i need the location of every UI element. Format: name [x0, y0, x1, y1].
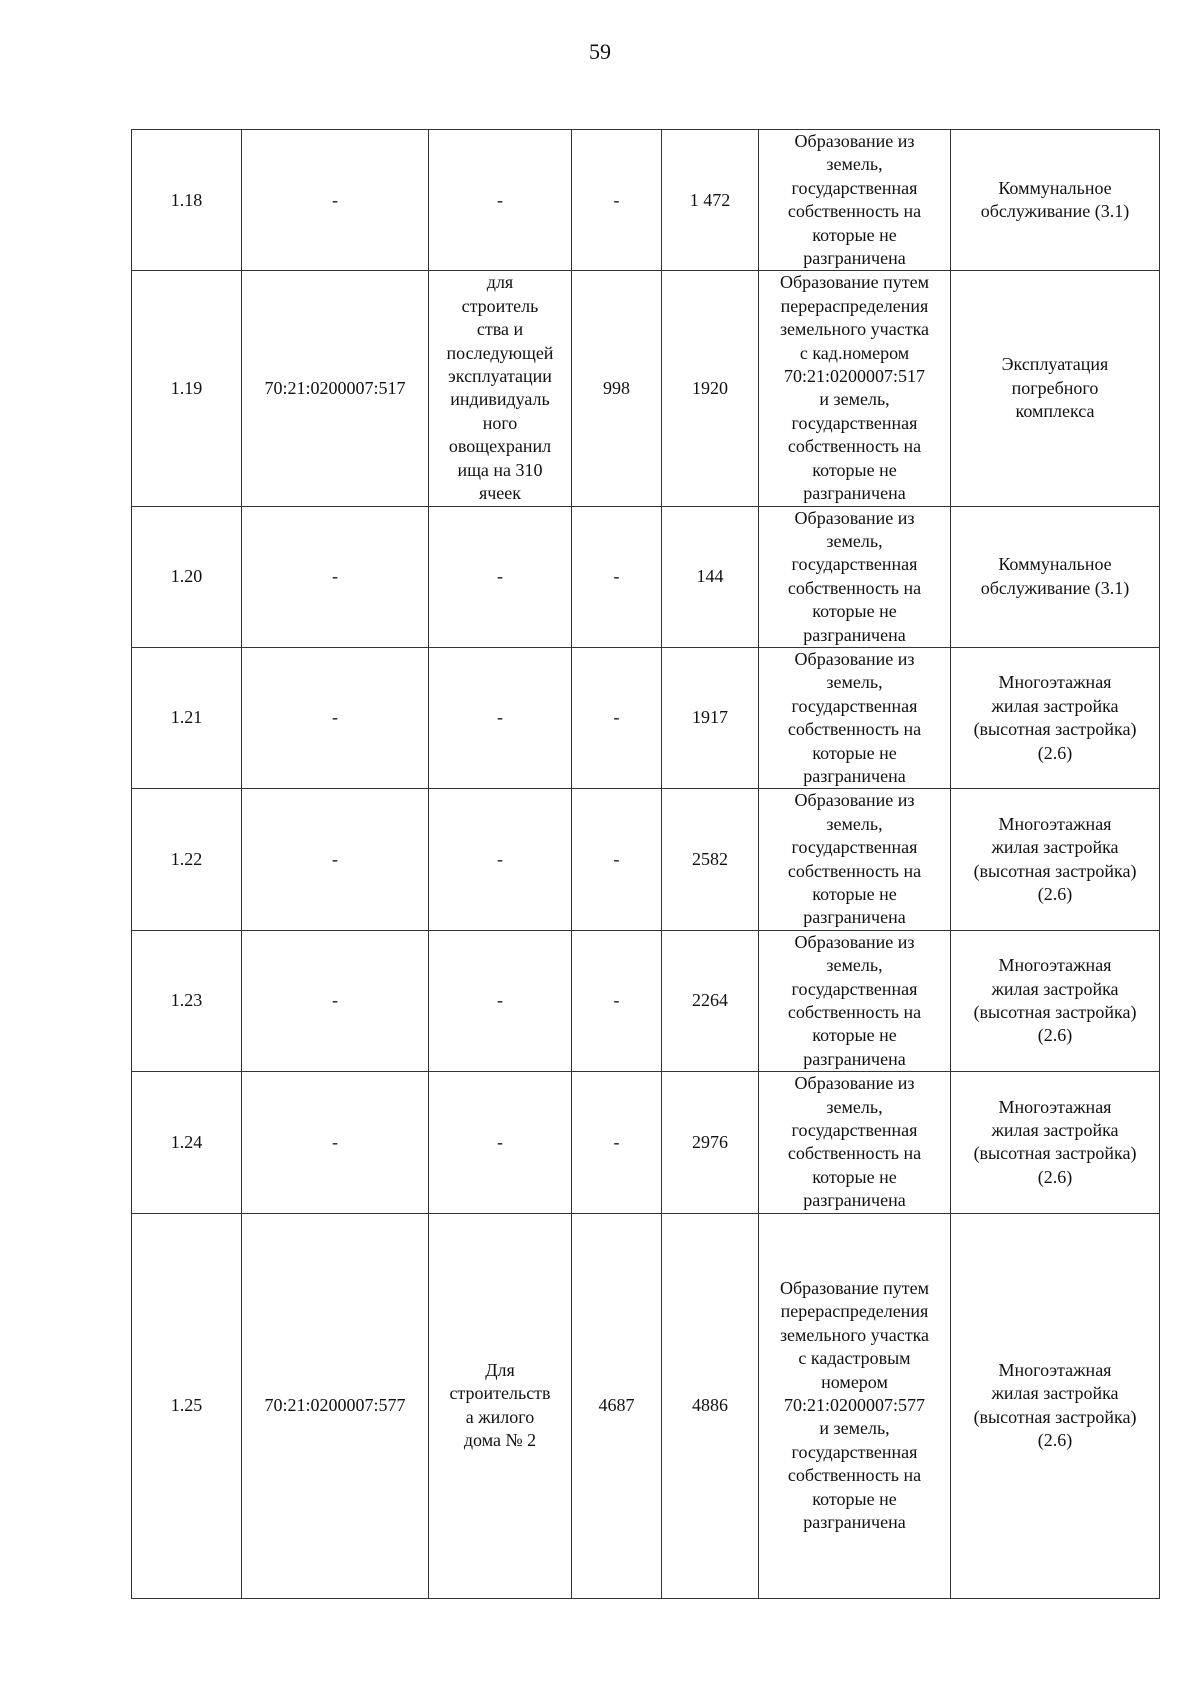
- text-line: Многоэтажная: [998, 813, 1112, 834]
- text-line: государственная: [791, 554, 918, 575]
- cell-number: 1.19: [132, 271, 242, 506]
- text-line: государственная: [791, 978, 918, 999]
- cell-formation-method: [759, 271, 951, 506]
- text-line: для: [486, 272, 514, 293]
- cell-formation-method: [759, 647, 951, 788]
- page-number: 59: [589, 39, 611, 64]
- text-line: которые не: [812, 884, 897, 904]
- text-line: (высотная застройка): [973, 1002, 1137, 1023]
- text-line: Образование путем: [779, 272, 930, 293]
- table-row: [132, 506, 1160, 647]
- cell-area-existing: -: [572, 130, 662, 271]
- table-row: [132, 130, 1160, 271]
- text-line: дома № 2: [463, 1430, 537, 1451]
- text-line: (высотная застройка): [973, 860, 1137, 881]
- cell-use-type: [951, 930, 1160, 1071]
- text-line: которые не: [812, 1488, 897, 1509]
- text-line: земель,: [826, 672, 883, 693]
- text-line: собственность на: [787, 1143, 922, 1164]
- cell-number: 1.20: [132, 506, 242, 647]
- cell-area-new: 4886: [662, 1213, 759, 1598]
- land-plots-table: [131, 129, 1160, 1599]
- text-line: разграничена: [803, 765, 906, 786]
- text-line: Многоэтажная: [998, 672, 1112, 693]
- cell-use-type: [951, 1213, 1160, 1598]
- text-line: (высотная застройка): [973, 1406, 1137, 1427]
- cell-cadastral-number: -: [242, 130, 429, 271]
- text-line: (высотная застройка): [973, 1143, 1137, 1164]
- text-line: жилая застройка: [991, 1120, 1119, 1141]
- text-line: Образование из: [794, 790, 915, 811]
- cell-cadastral-number: -: [242, 1072, 429, 1213]
- cell-number: 1.25: [132, 1213, 242, 1598]
- text-line: земель,: [826, 813, 883, 834]
- cell-use-type: [951, 647, 1160, 788]
- text-line: и земель,: [819, 1418, 890, 1439]
- text-line: (2.6): [1037, 1025, 1073, 1046]
- text-line: земель,: [826, 955, 883, 976]
- cell-area-existing: -: [572, 930, 662, 1071]
- text-line: ячеек: [478, 483, 522, 504]
- text-line: земель,: [826, 154, 883, 175]
- text-line: собственность на: [787, 201, 922, 222]
- cell-number: 1.24: [132, 1072, 242, 1213]
- text-line: земельного участка: [779, 1324, 930, 1345]
- text-line: собственность на: [787, 719, 922, 740]
- text-line: строитель: [461, 295, 539, 316]
- text-line: овощехранил: [448, 436, 552, 457]
- text-line: государственная: [791, 1441, 918, 1462]
- cell-number: 1.23: [132, 930, 242, 1071]
- cell-use-type: [951, 789, 1160, 930]
- table-row: [132, 1072, 1160, 1213]
- text-line: (2.6): [1037, 742, 1073, 763]
- cell-area-existing: -: [572, 789, 662, 930]
- cell-use-type: [951, 271, 1160, 506]
- text-line: эксплуатации: [448, 366, 552, 387]
- text-line: (высотная застройка): [973, 719, 1137, 740]
- table-row: [132, 647, 1160, 788]
- cell-permitted-use: [429, 789, 572, 930]
- text-line: -: [497, 189, 503, 210]
- text-line: государственная: [791, 177, 918, 198]
- text-line: собственность на: [787, 1465, 922, 1486]
- text-line: Образование путем: [779, 1277, 930, 1298]
- text-line: ища на 310: [457, 459, 543, 480]
- text-line: жилая застройка: [991, 978, 1119, 999]
- text-line: строительств: [449, 1383, 551, 1404]
- text-line: земель,: [826, 530, 883, 551]
- text-line: комплекса: [1015, 401, 1095, 422]
- text-line: Образование из: [794, 131, 915, 151]
- text-line: Образование из: [794, 1073, 915, 1094]
- text-line: которые не: [812, 1025, 897, 1046]
- text-line: и земель,: [819, 389, 890, 410]
- text-line: индивидуаль: [450, 389, 550, 410]
- text-line: разграничена: [803, 624, 906, 645]
- text-line: разграничена: [803, 1190, 906, 1211]
- cell-area-existing: 4687: [572, 1213, 662, 1598]
- text-line: земельного участка: [779, 319, 930, 340]
- text-line: государственная: [791, 1120, 918, 1141]
- text-line: Многоэтажная: [998, 1096, 1112, 1117]
- cell-area-new: 2264: [662, 930, 759, 1071]
- cell-formation-method: [759, 506, 951, 647]
- cell-permitted-use: [429, 506, 572, 647]
- text-line: Многоэтажная: [998, 955, 1112, 976]
- text-line: собственность на: [787, 860, 922, 881]
- text-line: 70:21:0200007:577: [783, 1394, 925, 1415]
- text-line: жилая застройка: [991, 1383, 1119, 1404]
- cell-area-existing: -: [572, 506, 662, 647]
- text-line: обслуживание (3.1): [980, 577, 1130, 598]
- text-line: а жилого: [465, 1406, 535, 1427]
- cell-cadastral-number: 70:21:0200007:577: [242, 1213, 429, 1598]
- cell-cadastral-number: -: [242, 647, 429, 788]
- cell-permitted-use: [429, 130, 572, 271]
- text-line: с кадастровым: [798, 1348, 911, 1369]
- text-line: погребного: [1011, 377, 1099, 398]
- cell-formation-method: [759, 130, 951, 271]
- text-line: разграничена: [803, 483, 906, 504]
- text-line: жилая застройка: [991, 837, 1119, 858]
- text-line: земель,: [826, 1096, 883, 1117]
- table-row: [132, 930, 1160, 1071]
- cell-cadastral-number: 70:21:0200007:517: [242, 271, 429, 506]
- text-line: последующей: [446, 342, 554, 363]
- text-line: перераспределения: [780, 1301, 929, 1322]
- text-line: номером: [821, 1371, 888, 1392]
- text-line: перераспределения: [780, 295, 929, 316]
- text-line: Образование из: [794, 507, 915, 528]
- cell-area-new: 1 472: [662, 130, 759, 271]
- cell-area-existing: 998: [572, 271, 662, 506]
- cell-area-new: 1917: [662, 647, 759, 788]
- text-line: государственная: [791, 695, 918, 716]
- cell-formation-method: [759, 1213, 951, 1598]
- cell-area-existing: -: [572, 647, 662, 788]
- text-line: -: [497, 848, 503, 869]
- text-line: собственность на: [787, 577, 922, 598]
- text-line: разграничена: [803, 1048, 906, 1069]
- text-line: собственность на: [787, 1002, 922, 1023]
- text-line: (2.6): [1037, 1430, 1073, 1451]
- cell-area-new: 2976: [662, 1072, 759, 1213]
- text-line: разграничена: [803, 248, 906, 269]
- text-line: -: [497, 566, 503, 587]
- text-line: государственная: [791, 412, 918, 433]
- cell-area-new: 144: [662, 506, 759, 647]
- cell-permitted-use: [429, 1072, 572, 1213]
- text-line: которые не: [812, 1166, 897, 1187]
- table-row: [132, 271, 1160, 506]
- text-line: Образование из: [794, 648, 915, 669]
- text-line: собственность на: [787, 436, 922, 457]
- cell-area-new: 1920: [662, 271, 759, 506]
- cell-permitted-use: [429, 1213, 572, 1598]
- text-line: (2.6): [1037, 1166, 1073, 1187]
- text-line: -: [497, 707, 503, 728]
- text-line: которые не: [812, 601, 897, 622]
- text-line: разграничена: [803, 907, 906, 928]
- cell-use-type: [951, 1072, 1160, 1213]
- cell-permitted-use: [429, 647, 572, 788]
- text-line: -: [497, 1131, 503, 1152]
- cell-permitted-use: [429, 930, 572, 1071]
- cell-cadastral-number: -: [242, 930, 429, 1071]
- text-line: государственная: [791, 837, 918, 858]
- text-line: разграничена: [803, 1512, 906, 1533]
- text-line: с кад.номером: [799, 342, 910, 363]
- text-line: жилая застройка: [991, 695, 1119, 716]
- text-line: Многоэтажная: [998, 1359, 1112, 1380]
- table-row: [132, 789, 1160, 930]
- cell-cadastral-number: -: [242, 506, 429, 647]
- text-line: Коммунальное: [998, 554, 1112, 575]
- cell-number: 1.18: [132, 130, 242, 271]
- text-line: Коммунальное: [998, 177, 1112, 198]
- cell-formation-method: [759, 789, 951, 930]
- text-line: -: [497, 990, 503, 1011]
- text-line: ства и: [476, 319, 524, 340]
- cell-area-existing: -: [572, 1072, 662, 1213]
- text-line: которые не: [812, 459, 897, 480]
- cell-use-type: [951, 130, 1160, 271]
- cell-permitted-use: [429, 271, 572, 506]
- cell-area-new: 2582: [662, 789, 759, 930]
- text-line: которые не: [812, 224, 897, 245]
- cell-number: 1.21: [132, 647, 242, 788]
- cell-use-type: [951, 506, 1160, 647]
- text-line: которые не: [812, 742, 897, 763]
- text-line: ного: [482, 412, 518, 433]
- text-line: Образование из: [794, 931, 915, 952]
- text-line: Эксплуатация: [1001, 354, 1109, 375]
- cell-formation-method: [759, 930, 951, 1071]
- cell-cadastral-number: -: [242, 789, 429, 930]
- text-line: (2.6): [1037, 884, 1073, 904]
- text-line: Для: [485, 1359, 515, 1380]
- cell-number: 1.22: [132, 789, 242, 930]
- text-line: 70:21:0200007:517: [783, 366, 925, 387]
- cell-formation-method: [759, 1072, 951, 1213]
- text-line: обслуживание (3.1): [980, 201, 1130, 222]
- table-row: [132, 1213, 1160, 1598]
